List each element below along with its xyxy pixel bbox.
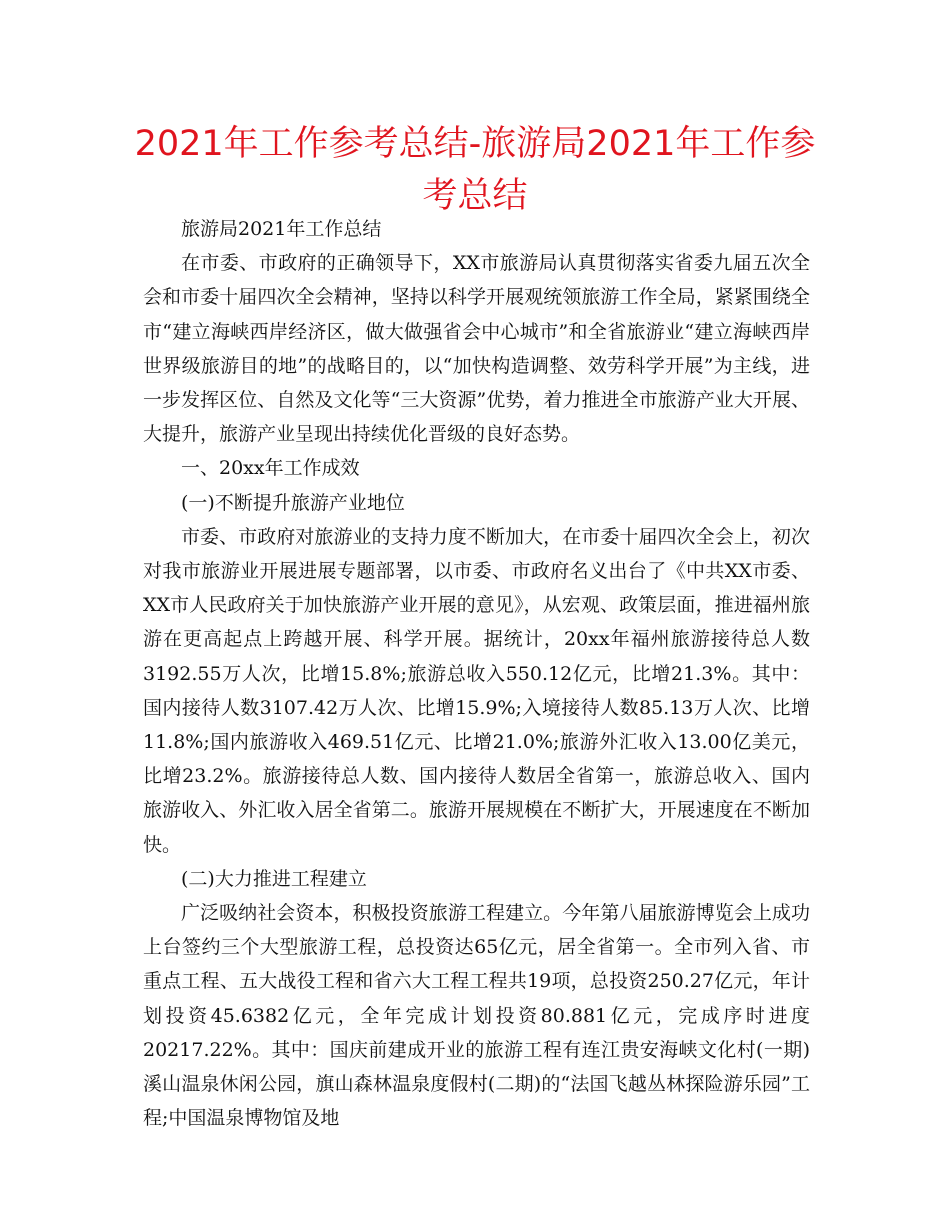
paragraph: 广泛吸纳社会资本，积极投资旅游工程建立。今年第八届旅游博览会上成功上台签约三个大型旅游工程，总投资达65亿元，居全省第一。全市列入省、市重点工程、五大战役工程和省六大工程工程共19项，总投资250.27亿元，年计划投资45.6382亿元，全年完成计划投资80.881亿元，完成序时进度20217.22%。其中：国庆前建成开业的旅游工程有连江贵安海峡文化村(一期)溪山温泉休闲公园，旗山森林温泉度假村(二期)的“法国飞越丛林探险游乐园”工程;中国温泉博物馆及地: [143, 902, 810, 1130]
subsection-heading: (二)大力推进工程建立: [181, 867, 367, 890]
paragraph: 市委、市政府对旅游业的支持力度不断加大，在市委十届四次全会上，初次对我市旅游业开展进展专题部署，以市委、市政府名义出台了《中共XX市委、XX市人民政府关于加快旅游产业开展的意见》，从宏观、政策层面，推进福州旅游在更高起点上跨越开展、科学开展。据统计，20xx年福州旅游接待总人数3192.55万人次，比增15.8%;旅游总收入550.12亿元，比增21.3%。其中：国内接待人数3107.42万人次、比增15.9%;入境接待人数85.13万人次、比增11.8%;国内旅游收入469.51亿元、比增21.0%;旅游外汇收入13.00亿美元，比增23.2%。旅游接待总人数、国内接待人数居全省第一，旅游总收入、国内旅游收入、外汇收入居全省第二。旅游开展规模在不断扩大，开展速度在不断加快。: [143, 525, 810, 856]
paragraph-subtitle: 旅游局2021年工作总结: [181, 218, 382, 240]
document-title: 2021年工作参考总结-旅游局2021年工作参考总结: [134, 124, 816, 216]
document-body: [143, 212, 810, 1135]
paragraph-intro: 在市委、市政府的正确领导下，XX市旅游局认真贯彻落实省委九届五次全会和市委十届四次全会精神，坚持以科学开展观统领旅游工作全局，紧紧围绕全市“建立海峡西岸经济区，做大做强省会中心城市”和全省旅游业“建立海峡西岸世界级旅游目的地”的战略目的，以“加快构造调整、效劳科学开展”为主线，进一步发挥区位、自然及文化等“三大资源”优势，着力推进全市旅游产业大开展、大提升，旅游产业呈现出持续优化晋级的良好态势。: [143, 252, 810, 446]
section-heading: 一、20xx年工作成效: [181, 457, 360, 480]
subsection-heading: (一)不断提升旅游产业地位: [181, 491, 405, 514]
